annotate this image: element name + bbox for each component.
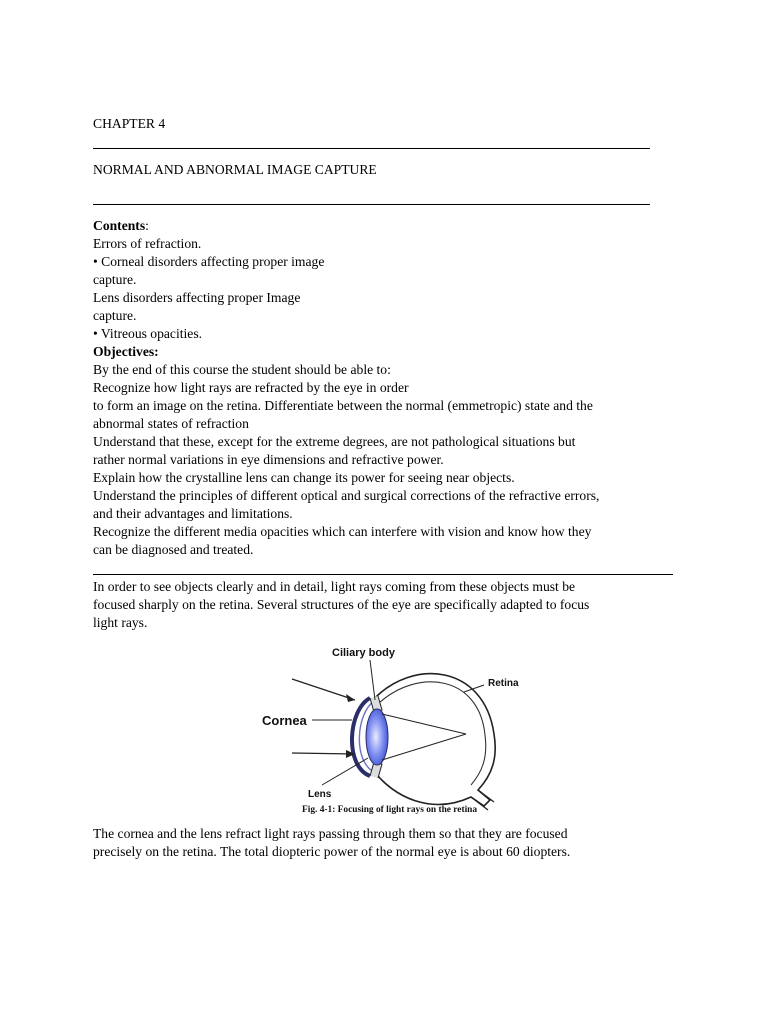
divider-3 bbox=[93, 574, 673, 575]
contents-heading bbox=[93, 217, 149, 235]
contents-item: • Vitreous opacities. bbox=[93, 326, 203, 341]
chapter-label: CHAPTER 4 bbox=[93, 116, 166, 131]
contents-heading-text: Contents bbox=[93, 218, 146, 233]
contents-item: • Corneal disorders affecting proper image bbox=[93, 254, 325, 269]
objectives-line: Recognize how light rays are refracted by the eye in order bbox=[93, 380, 409, 395]
light-ray-upper-in bbox=[292, 679, 355, 700]
contents-item: capture. bbox=[93, 308, 137, 323]
closing-line: precisely on the retina. The total diopteric power of the normal eye is about 60 diopters. bbox=[93, 844, 571, 859]
objectives-line: abnormal states of refraction bbox=[93, 416, 249, 431]
objectives-heading-text: Objectives: bbox=[93, 344, 159, 359]
leader-ciliary-body bbox=[370, 660, 375, 700]
label-retina: Retina bbox=[488, 678, 519, 689]
closing-line: The cornea and the lens refract light rays passing through them so that they are focused bbox=[93, 826, 568, 841]
chapter-title: NORMAL AND ABNORMAL IMAGE CAPTURE bbox=[93, 162, 377, 177]
objectives-line: By the end of this course the student should be able to: bbox=[93, 362, 391, 377]
objectives-heading bbox=[93, 343, 159, 361]
lens bbox=[366, 709, 388, 765]
objectives-line: rather normal variations in eye dimensions and refractive power. bbox=[93, 452, 444, 467]
objectives-line: Understand that these, except for the extreme degrees, are not pathological situations but bbox=[93, 434, 576, 449]
eye-diagram-figure bbox=[252, 640, 519, 818]
objectives-line: to form an image on the retina. Differentiate between the normal (emmetropic) state and the bbox=[93, 398, 593, 413]
contents-item: Lens disorders affecting proper Image bbox=[93, 290, 301, 305]
objectives-line: Recognize the different media opacities which can interfere with vision and know how they bbox=[93, 524, 592, 539]
label-lens: Lens bbox=[308, 789, 332, 800]
arrowhead-upper bbox=[346, 694, 355, 702]
divider-2 bbox=[93, 204, 650, 205]
intro-line: light rays. bbox=[93, 615, 148, 630]
objectives-line: Explain how the crystalline lens can change its power for seeing near objects. bbox=[93, 470, 515, 485]
eye-diagram bbox=[252, 640, 519, 818]
objectives-line: and their advantages and limitations. bbox=[93, 506, 293, 521]
contents-heading-colon: : bbox=[145, 218, 149, 233]
label-cornea: Cornea bbox=[262, 713, 307, 728]
eye-globe-inner bbox=[379, 682, 486, 785]
intro-line: focused sharply on the retina. Several structures of the eye are specifically adapted to focus bbox=[93, 597, 590, 612]
light-ray-lower-in bbox=[292, 753, 355, 754]
figure-caption: Fig. 4-1: Focusing of light rays on the retina bbox=[302, 805, 478, 815]
light-ray-upper-refracted bbox=[382, 714, 466, 734]
label-ciliary-body: Ciliary body bbox=[332, 647, 395, 659]
objectives-line: can be diagnosed and treated. bbox=[93, 542, 254, 557]
contents-item: Errors of refraction. bbox=[93, 236, 202, 251]
divider-1 bbox=[93, 148, 650, 149]
contents-item: capture. bbox=[93, 272, 137, 287]
intro-line: In order to see objects clearly and in detail, light rays coming from these objects must be bbox=[93, 579, 576, 594]
light-ray-lower-refracted bbox=[382, 734, 466, 760]
objectives-line: Understand the principles of different optical and surgical corrections of the refractive errors, bbox=[93, 488, 600, 503]
